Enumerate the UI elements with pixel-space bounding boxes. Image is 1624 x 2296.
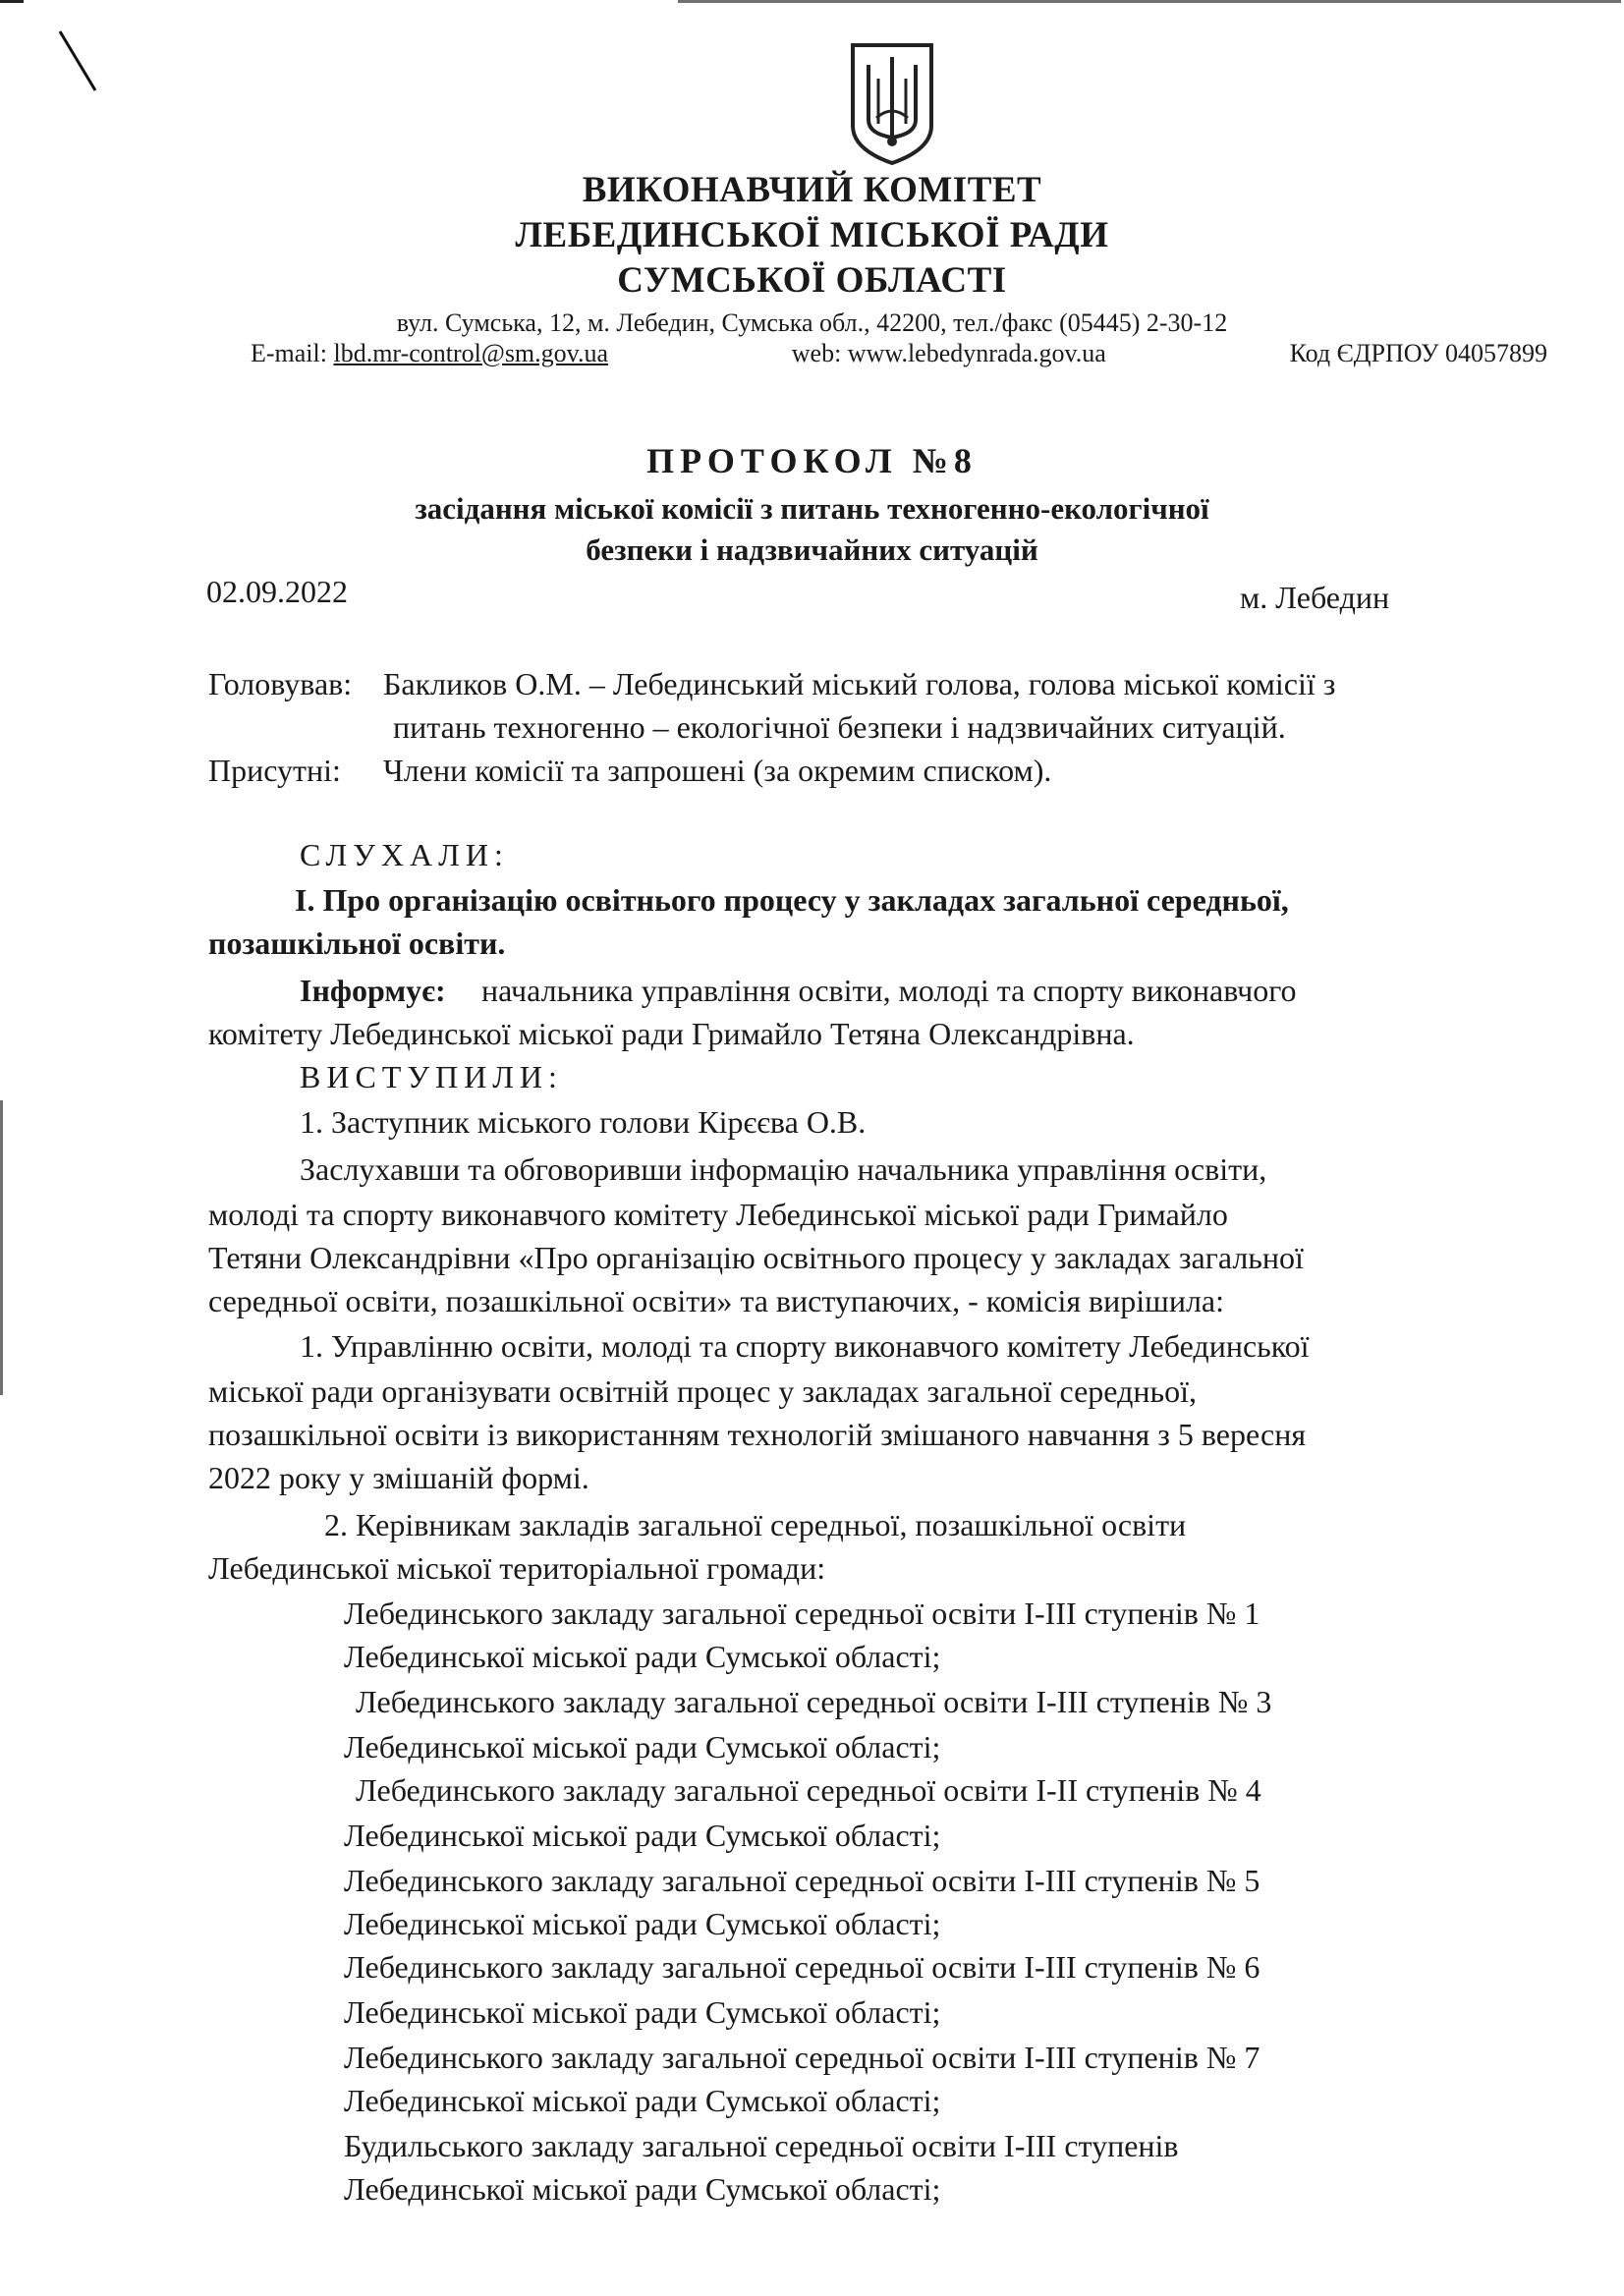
para1-line-1: Заслухавши та обговоривши інформацію начальника управління освіти, (300, 1151, 1267, 1187)
org-address: вул. Сумська, 12, м. Лебедин, Сумська обл., 42200, тел./факс (05445) 2-30-12 (396, 308, 1228, 337)
org-contacts (251, 339, 1547, 368)
school-6-line-2: Лебединської міської ради Сумської області; (344, 2083, 941, 2118)
decision1-line-4: 2022 року у змішаній формі. (208, 1460, 589, 1495)
para1-line-2: молоді та спорту виконавчого комітету Лебединської міської ради Гримайло (208, 1197, 1228, 1232)
school-2-line-1: Лебединського закладу загальної середньої освіти І-ІІІ ступенів № 3 (356, 1684, 1272, 1719)
scan-edge-left (0, 1100, 3, 1395)
coat-of-arms-icon (847, 39, 937, 167)
school-4-line-2: Лебединської міської ради Сумської області; (344, 1906, 941, 1941)
decision2-line-1: 2. Керівникам закладів загальної середньої, позашкільної освіти (324, 1507, 1187, 1542)
school-3-line-2: Лебединської міської ради Сумської області; (344, 1818, 941, 1853)
para1-line-3: Тетяни Олександрівни «Про організацію освітнього процесу у закладах загальної (208, 1240, 1304, 1275)
scan-edge-top (0, 0, 1624, 8)
school-3-line-1: Лебединського закладу загальної середньої освіти І-ІІ ступенів № 4 (356, 1772, 1261, 1808)
present-label: Присутні: (208, 753, 341, 788)
informs-label: Інформує: (300, 973, 446, 1008)
protocol-subtitle-1: засідання міської комісії з питань техногенно-екологічної (415, 491, 1209, 526)
chair-label: Головував: (208, 666, 353, 701)
org-line-2: ЛЕБЕДИНСЬКОЇ МІСЬКОЇ РАДИ (515, 215, 1109, 255)
informs-line-2: комітету Лебединської міської ради Гримайло Тетяна Олександрівна. (208, 1016, 1135, 1051)
school-4-line-1: Лебединського закладу загальної середньої освіти І-ІІІ ступенів № 5 (344, 1863, 1260, 1898)
speaker-1: 1. Заступник міського голови Кірєєва О.В. (300, 1104, 867, 1140)
protocol-date: 02.09.2022 (206, 574, 348, 609)
present-text: Члени комісії та запрошені (за окремим списком). (383, 753, 1052, 788)
school-1-line-1: Лебединського закладу загальної середньої освіти І-ІІІ ступенів № 1 (344, 1596, 1260, 1631)
email-label: E-mail: (251, 339, 327, 367)
school-5-line-2: Лебединської міської ради Сумської області; (344, 1994, 941, 2030)
protocol-city: м. Лебедин (1240, 580, 1390, 615)
decision1-line-1: 1. Управлінню освіти, молоді та спорту виконавчого комітету Лебединської (300, 1328, 1310, 1364)
school-5-line-1: Лебединського закладу загальної середньої освіти І-ІІІ ступенів № 6 (344, 1949, 1260, 1985)
school-6-line-1: Лебединського закладу загальної середньої освіти І-ІІІ ступенів № 7 (344, 2040, 1260, 2075)
item1-title-2: позашкільної освіти. (208, 925, 506, 961)
pen-mark (54, 28, 113, 96)
decision2-line-2: Лебединської міської територіальної громади: (208, 1550, 826, 1586)
school-2-line-2: Лебединської міської ради Сумської області; (344, 1729, 941, 1764)
edrpou-code: Код ЄДРПОУ 04057899 (1289, 339, 1547, 367)
org-line-1: ВИКОНАВЧИЙ КОМІТЕТ (582, 170, 1042, 210)
informs-line-1: начальника управління освіти, молоді та спорту виконавчого (481, 973, 1297, 1008)
school-7-line-1: Будильського закладу загальної середньої освіти І-ІІІ ступенів (344, 2128, 1179, 2163)
spoke-heading: ВИСТУПИЛИ: (300, 1059, 563, 1094)
protocol-subtitle-2: безпеки і надзвичайних ситуацій (586, 532, 1038, 567)
email-link[interactable]: lbd.mr-control@sm.gov.ua (333, 339, 609, 367)
school-1-line-2: Лебединської міської ради Сумської області; (344, 1639, 941, 1674)
chair-line-2: питань техногенно – екологічної безпеки і надзвичайних ситуацій. (393, 709, 1286, 745)
chair-line-1: Бакликов О.М. – Лебединський міський голова, голова міської комісії з (383, 666, 1336, 701)
decision1-line-3: позашкільної освіти із використанням технологій змішаного навчання з 5 вересня (208, 1417, 1307, 1452)
item1-title-1: І. Про організацію освітнього процесу у закладах загальної середньої, (295, 882, 1289, 918)
protocol-title: ПРОТОКОЛ №8 (646, 441, 978, 480)
email-block (251, 339, 608, 368)
web-link[interactable]: web: www.lebedynrada.gov.ua (791, 339, 1106, 367)
school-7-line-2: Лебединської міської ради Сумської області; (344, 2171, 941, 2207)
heard-heading: СЛУХАЛИ: (300, 837, 509, 872)
org-line-3: СУМСЬКОЇ ОБЛАСТІ (617, 260, 1007, 301)
decision1-line-2: міської ради організувати освітній процес у закладах загальної середньої, (208, 1373, 1197, 1409)
para1-line-4: середньої освіти, позашкільної освіти» та виступаючих, - комісія вирішила: (208, 1283, 1224, 1318)
